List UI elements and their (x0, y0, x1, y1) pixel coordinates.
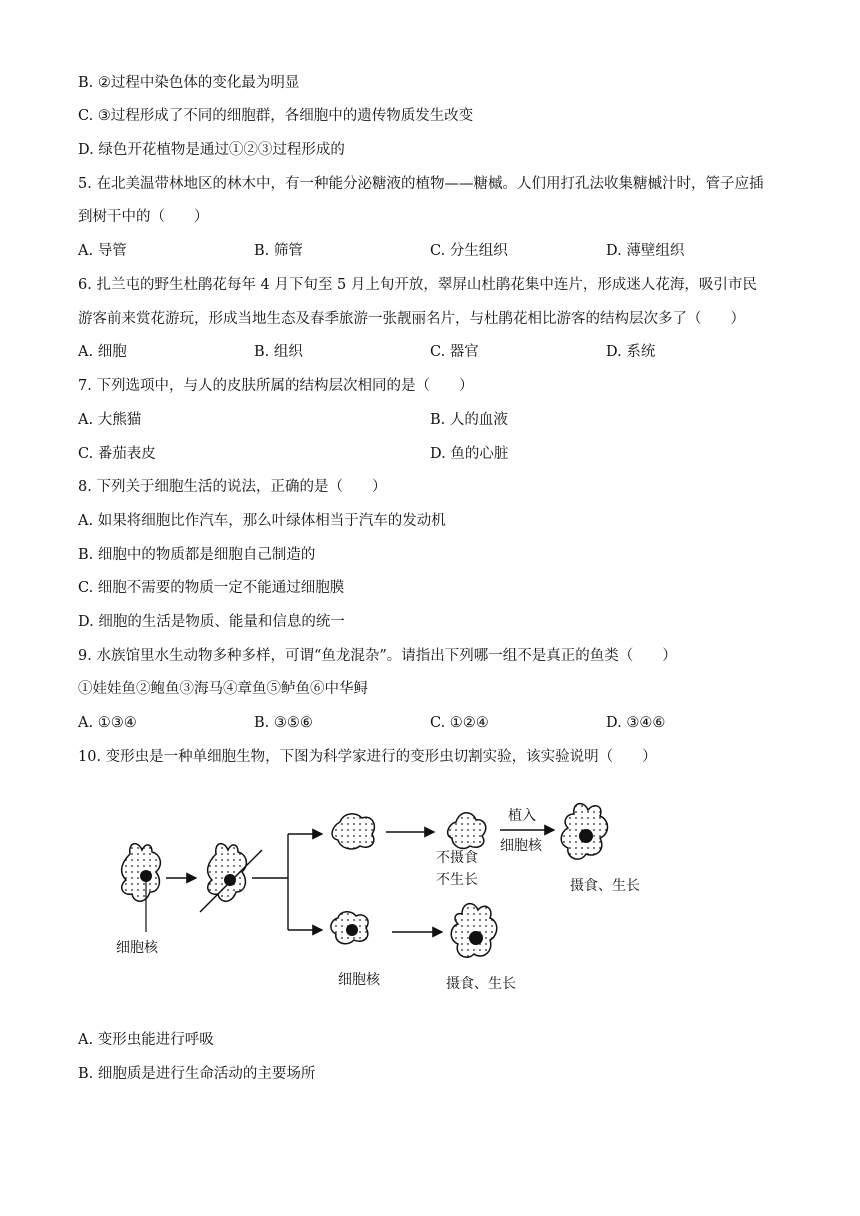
q5-option-d: D. 薄壁组织 (606, 243, 685, 259)
q4-option-c: C. ③过程形成了不同的细胞群，各细胞中的遗传物质发生改变 (78, 108, 474, 124)
q8-option-d: D. 细胞的生活是物质、能量和信息的统一 (78, 614, 345, 630)
q7-option-c: C. 番茄表皮 (78, 446, 156, 462)
q9-option-b: B. ③⑤⑥ (254, 715, 313, 731)
q5-stem-line2: 到树干中的（ ） (78, 209, 209, 225)
nucleus-label-left: 细胞核 (116, 940, 158, 956)
implant-nucleus-label: 细胞核 (500, 838, 542, 854)
q8-option-c: C. 细胞不需要的物质一定不能通过细胞膜 (78, 580, 345, 596)
q9-option-c: C. ①②④ (430, 715, 489, 731)
q5-option-c: C. 分生组织 (430, 243, 508, 259)
q5-option-b: B. 筛管 (254, 243, 303, 259)
no-eat-label: 不摄食 (436, 850, 478, 866)
q6-option-c: C. 器官 (430, 344, 479, 360)
q7-option-d: D. 鱼的心脏 (430, 446, 509, 462)
amoeba-fragment-with-nucleus-icon (331, 912, 368, 944)
amoeba-whole-icon (122, 844, 161, 902)
eat-grow-label-lower: 摄食、生长 (446, 976, 516, 992)
q6-option-b: B. 组织 (254, 344, 303, 360)
amoeba-growing-icon (451, 904, 497, 958)
q8-option-b: B. 细胞中的物质都是细胞自己制造的 (78, 547, 316, 563)
q10-stem: 10. 变形虫是一种单细胞生物，下图为科学家进行的变形虫切割实验，该实验说明（ ） (78, 749, 657, 765)
q7-option-b: B. 人的血液 (430, 412, 508, 428)
q6-stem-line2: 游客前来赏花游玩，形成当地生态及春季旅游一张靓丽名片，与杜鹃花相比游客的结构层次多了（ ） (78, 311, 745, 327)
q8-stem: 8. 下列关于细胞生活的说法，正确的是（ ） (78, 479, 387, 495)
q4-option-b: B. ②过程中染色体的变化最为明显 (78, 75, 300, 91)
q8-option-a: A. 如果将细胞比作汽车，那么叶绿体相当于汽车的发动机 (78, 513, 446, 529)
q7-stem: 7. 下列选项中，与人的皮肤所属的结构层次相同的是（ ） (78, 378, 474, 394)
amoeba-recovered-icon (561, 804, 607, 860)
q6-option-d: D. 系统 (606, 344, 656, 360)
amoeba-fragment-no-nucleus-icon (332, 814, 374, 849)
q7-option-a: A. 大熊猫 (78, 412, 142, 428)
q9-item-list: ①娃娃鱼②鲍鱼③海马④章鱼⑤鲈鱼⑥中华鲟 (78, 681, 368, 697)
q4-option-d: D. 绿色开花植物是通过①②③过程形成的 (78, 142, 345, 158)
q9-option-a: A. ①③④ (78, 715, 137, 731)
amoeba-cutting-experiment-figure (100, 792, 680, 1002)
q5-option-a: A. 导管 (78, 243, 127, 259)
q10-option-b: B. 细胞质是进行生命活动的主要场所 (78, 1066, 316, 1082)
q9-stem: 9. 水族馆里水生动物多种多样，可谓“鱼龙混杂”。请指出下列哪一组不是真正的鱼类（ ） (78, 648, 677, 664)
q9-option-d: D. ③④⑥ (606, 715, 666, 731)
q6-stem-line1: 6. 扎兰屯的野生杜鹃花每年 4 月下旬至 5 月上旬开放，翠屏山杜鹃花集中连片，形成迷人花海，吸引市民 (78, 277, 757, 293)
implant-label: 植入 (508, 808, 536, 824)
q6-option-a: A. 细胞 (78, 344, 127, 360)
q5-stem-line1: 5. 在北美温带林地区的林木中，有一种能分泌糖液的植物——糖槭。人们用打孔法收集糖槭汁时，管子应插 (78, 176, 764, 192)
q10-option-a: A. 变形虫能进行呼吸 (78, 1032, 214, 1048)
amoeba-starving-icon (448, 813, 486, 849)
eat-grow-label-upper: 摄食、生长 (570, 878, 640, 894)
no-grow-label: 不生长 (436, 872, 478, 888)
nucleus-label-bottom: 细胞核 (338, 972, 380, 988)
